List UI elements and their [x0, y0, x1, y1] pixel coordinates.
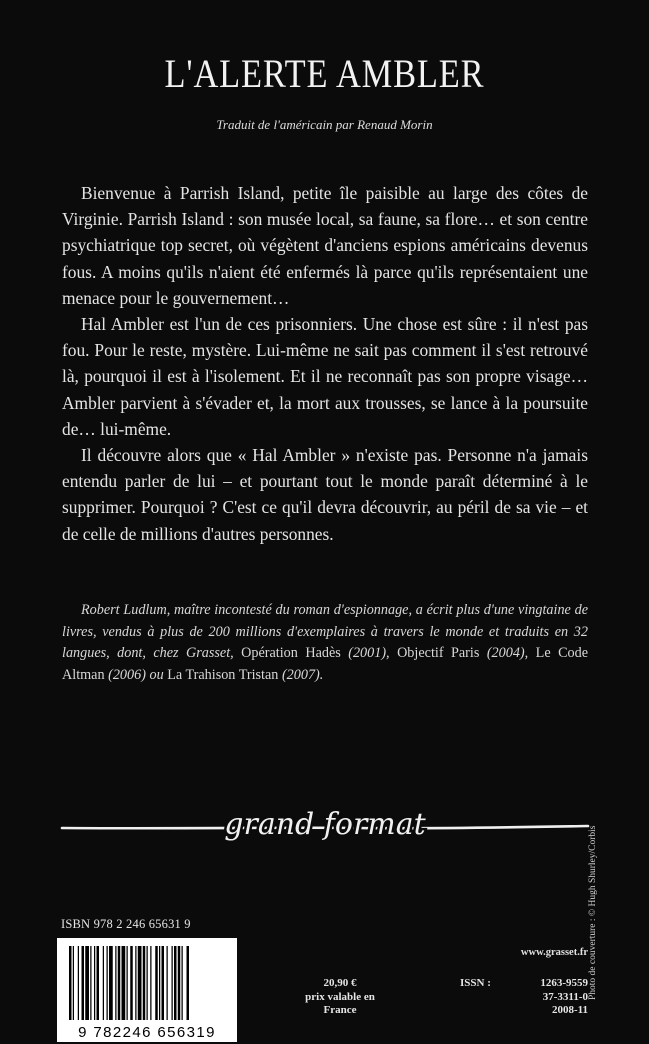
barcode-graphic — [57, 938, 237, 1042]
synopsis-paragraph-3: Il découvre alors que « Hal Ambler » n'existe pas. Personne n'a jamais entendu parler de lui – et pourtant tout le monde paraît déterminé à le supprimer. Pourquoi ? C'est ce qu'il devra découvrir, au péril de sa vie – et de celle de millions d'autres personnes. — [62, 445, 588, 544]
price-note-line-2: France — [323, 1004, 357, 1016]
isbn-label: ISBN 978 2 246 65631 9 — [61, 917, 191, 931]
barcode-bar — [143, 946, 146, 1020]
synopsis-paragraph-2: Hal Ambler est l'un de ces prisonniers. Une chose est sûre : il n'est pas fou. Pour le reste, mystère. Lui-même ne sait pas comment il s'est retrouvé là, pourquoi il est à l'isolement. Et il ne reconnaît pas son propre visage… Ambler parvient à s'évader et, la mort aux trousses, se lance à la poursuite de… lui-même. — [62, 314, 588, 439]
barcode-bar — [122, 946, 126, 1020]
barcode-bar — [162, 946, 165, 1020]
barcode-bar — [109, 946, 113, 1020]
series-label: grand format — [224, 807, 426, 842]
issn-label: ISSN : — [460, 977, 491, 989]
issn-value: 1263-9559 — [540, 977, 588, 989]
barcode-bar — [69, 946, 72, 1020]
bio-intro: Robert Ludlum, maître incontesté du roman d'espionnage, a écrit plus d'une vingtaine de livres, vendus à plus de 200 millions d'exemplaires à travers le monde et traduits en 32 langues, dont, chez Grasset, — [62, 602, 588, 661]
barcode-bar — [135, 946, 136, 1020]
barcode-bar — [78, 946, 79, 1020]
barcode-bar — [82, 946, 85, 1020]
synopsis — [62, 180, 588, 547]
barcode-bar — [155, 946, 158, 1020]
series-logo-graphic — [60, 803, 590, 853]
barcode-bar — [174, 946, 177, 1020]
barcode-bar — [147, 946, 148, 1020]
bio-book-2: Objectif Paris — [397, 645, 480, 661]
photo-credit: Photo de couverture : © Hugh Shurley/Corbis — [588, 825, 598, 1000]
translator-credit: Traduit de l'américain par Renaud Morin — [216, 117, 433, 132]
issn-date: 2008-11 — [551, 1004, 588, 1016]
series-logo — [60, 803, 590, 853]
barcode-bar — [73, 946, 74, 1020]
barcode-bar — [172, 946, 173, 1020]
bio-book-4: La Trahison Tristan — [167, 666, 279, 683]
barcode-bar — [138, 946, 142, 1020]
barcode-bar — [150, 946, 151, 1020]
bio-book-1: Opération Hadès — [241, 645, 341, 661]
barcode-bar — [182, 946, 183, 1020]
issn-code: 37-3311-0 — [542, 990, 588, 1003]
synopsis-paragraph-1: Bienvenue à Parrish Island, petite île paisible au large des côtes de Virginie. Parrish Island : son musée local, sa faune, sa flore… et son centre psychiatrique top secret, où végètent d'anciens espions américains devenus fous. A moins qu'ils n'aient été enfermés là parce qu'ils représentaient une menace pour le gouvernement… — [62, 183, 588, 308]
barcode-bar — [97, 946, 100, 1020]
barcode-bar — [115, 946, 116, 1020]
bio-year-3: (2006) ou — [104, 666, 168, 683]
barcode-bar — [103, 946, 104, 1020]
bio-year-1: (2001), — [340, 645, 398, 661]
barcode-bar — [90, 946, 91, 1020]
barcode — [57, 938, 237, 1042]
barcode-bar — [187, 946, 190, 1020]
price-block — [285, 977, 395, 1018]
book-title: L'ALERTE AMBLER — [164, 51, 485, 96]
barcode-bar — [118, 946, 121, 1020]
bio-book-3: Le Code Altman — [62, 645, 589, 683]
barcode-bar — [107, 946, 108, 1020]
barcode-digits: 9 782246 656319 — [78, 1024, 216, 1041]
barcode-bar — [178, 946, 181, 1020]
barcode-bar — [159, 946, 160, 1020]
issn-block — [460, 977, 588, 1018]
barcode-bar — [94, 946, 95, 1020]
barcode-bar — [167, 946, 168, 1020]
barcode-bar — [130, 946, 133, 1020]
price-amount: 20,90 € — [323, 977, 357, 989]
bio-year-2: (2004), — [479, 645, 536, 661]
author-bio — [62, 600, 588, 686]
publisher-website: www.grasset.fr — [520, 947, 588, 958]
barcode-bar — [127, 946, 128, 1020]
barcode-bar — [85, 946, 89, 1020]
price-note-line-1: prix valable en — [305, 990, 375, 1003]
bio-year-4: (2007). — [278, 666, 324, 683]
